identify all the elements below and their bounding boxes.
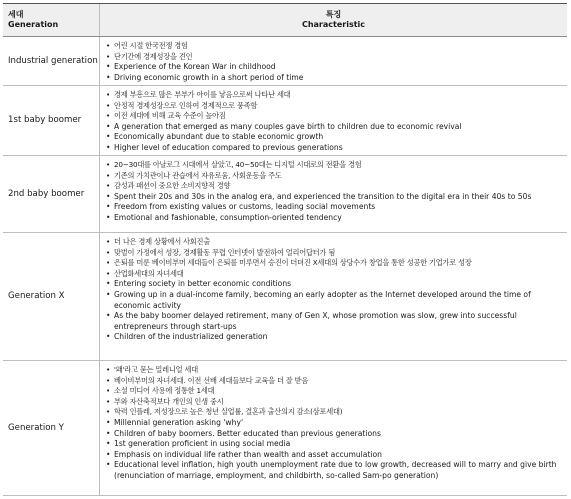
header-characteristic-ko: 특징	[325, 9, 342, 19]
list-item: • Freedom from existing values or customs, leading social movements	[106, 202, 562, 213]
list-item: • Spent their 20s and 30s in the analog era, and experienced the transition to the digital era in their 40s to 50s	[106, 192, 562, 203]
list-item: • A generation that emerged as many couples gave birth to children due to economic revival	[106, 122, 562, 133]
list-item: • 안정적 경제성장으로 인하여 경제적으로 풍족함	[106, 101, 562, 112]
list-item: • 맞벌이 가정에서 성장, 경제활동 무렵 인터넷이 발전하여 얼리어답터가 됨	[106, 248, 562, 259]
list-item: • Emotional and fashionable, consumption-oriented tendency	[106, 213, 562, 224]
table-row	[3, 361, 567, 496]
characteristic-cell	[100, 361, 567, 495]
list-item: • '왜'라고 묻는 밀레니얼 세대	[106, 365, 562, 376]
characteristic-list	[106, 160, 562, 224]
list-item: • 20~30대를 아날로그 시대에서 살았고, 40~50대는 디지털 시대로의 전환을 경험	[106, 160, 562, 171]
list-item: • 산업화세대의 자녀세대	[106, 269, 562, 280]
generation-cell: 1st baby boomer	[3, 86, 100, 155]
header-generation-ko: 세대	[8, 9, 24, 19]
list-item: • Entering society in better economic conditions	[106, 279, 562, 290]
list-item: • Educational level inflation, high youth unemployment rate due to low growth, decreased will to marry and give birth (renunciation of marriage, employment, and childbirth, so-called Sam-po generation)	[106, 460, 562, 481]
header-characteristic-en: Characteristic	[301, 20, 366, 29]
table-row	[3, 233, 567, 361]
list-item: • 경제 부흥으로 많은 부부가 아이를 낳음으로써 나타난 세대	[106, 90, 562, 101]
list-item: • Children of baby boomers. Better educated than previous generations	[106, 429, 562, 440]
characteristic-cell	[100, 156, 567, 232]
list-item: • Experience of the Korean War in childhood	[106, 62, 562, 73]
list-item: • 어린 시절 한국전쟁 경험	[106, 41, 562, 52]
header-generation	[3, 4, 100, 36]
list-item: • 더 나은 경제 상황에서 사회진출	[106, 237, 562, 248]
table-row	[3, 37, 567, 86]
characteristic-list	[106, 365, 562, 482]
generation-cell: Generation Y	[3, 361, 100, 495]
list-item: • 단기간에 경제성장을 견인	[106, 52, 562, 63]
list-item: • 이전 세대에 비해 교육 수준이 높아짐	[106, 111, 562, 122]
list-item: • Growing up in a dual-income family, becoming an early adopter as the Internet developed around the time of economic activity	[106, 290, 562, 311]
table-row	[3, 156, 567, 233]
list-item: • Millennial generation asking 'why'	[106, 418, 562, 429]
table-header	[3, 4, 567, 37]
header-characteristic	[100, 4, 567, 36]
list-item: • As the baby boomer delayed retirement, many of Gen X, whose promotion was slow, grew into successful entrepreneurs through start-ups	[106, 311, 562, 332]
list-item: • 1st generation proficient in using social media	[106, 439, 562, 450]
generation-cell: Generation X	[3, 233, 100, 360]
list-item: • 부와 자산축적보다 개인의 인생 중시	[106, 397, 562, 408]
characteristic-cell	[100, 37, 567, 85]
list-item: • Higher level of education compared to previous generations	[106, 143, 562, 154]
list-item: • 은퇴를 미룬 베이비부머 세대들이 은퇴를 미루면서 승진이 더뎌진 X세대의 상당수가 창업을 통한 성공한 기업가로 성장	[106, 258, 562, 269]
list-item: • 기존의 가치관이나 관습에서 자유로움, 사회운동을 주도	[106, 171, 562, 182]
characteristic-cell	[100, 233, 567, 360]
header-generation-en: Generation	[8, 20, 59, 29]
generation-table	[3, 3, 567, 496]
list-item: • 베이비부머의 자녀세대. 이전 선배 세대들보다 교육을 더 잘 받음	[106, 376, 562, 387]
characteristic-list	[106, 237, 562, 343]
table-body	[3, 37, 567, 496]
list-item: • Children of the industrialized generation	[106, 332, 562, 343]
list-item: • Economically abundant due to stable economic growth	[106, 132, 562, 143]
list-item: • 소셜 미디어 사용에 정통한 1세대	[106, 386, 562, 397]
characteristic-list	[106, 41, 562, 83]
list-item: • 학력 인플레, 저성장으로 높은 청년 실업률, 결혼과 출산의지 감소(삼포세대)	[106, 407, 562, 418]
characteristic-cell	[100, 86, 567, 155]
list-item: • 감성과 패션이 중요한 소비지향적 경향	[106, 181, 562, 192]
generation-cell: 2nd baby boomer	[3, 156, 100, 232]
characteristic-list	[106, 90, 562, 154]
list-item: • Emphasis on individual life rather than wealth and asset accumulation	[106, 450, 562, 461]
generation-cell: Industrial generation	[3, 37, 100, 85]
table-row	[3, 86, 567, 156]
list-item: • Driving economic growth in a short period of time	[106, 73, 562, 84]
